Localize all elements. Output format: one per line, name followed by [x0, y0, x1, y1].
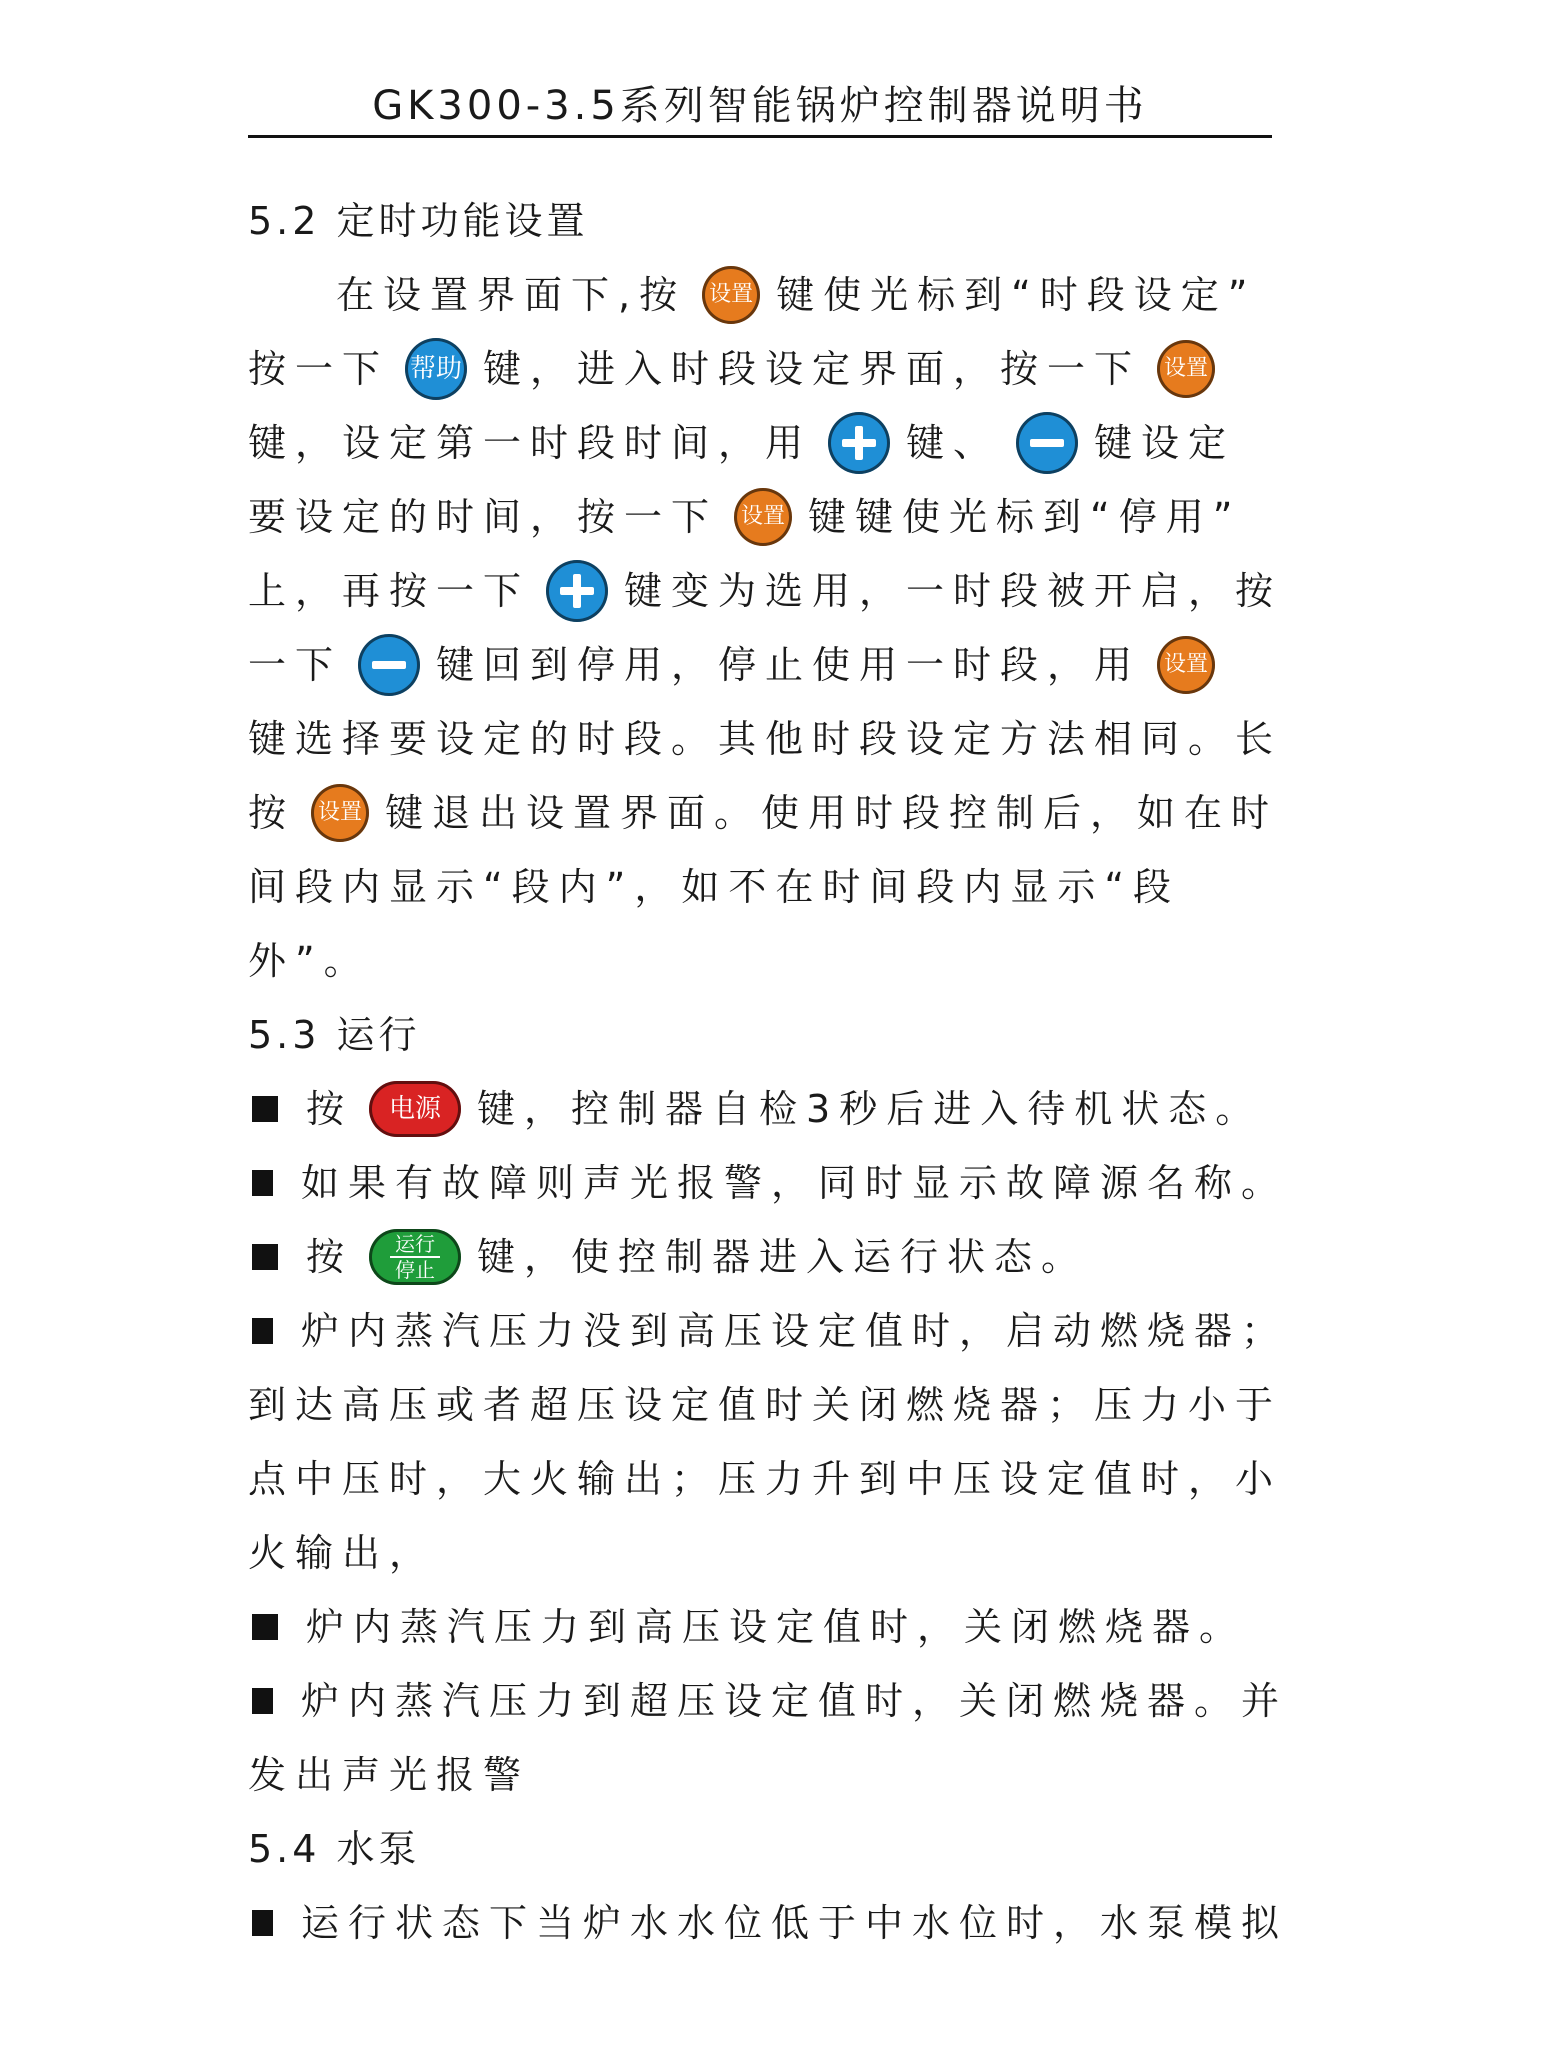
paragraph-line: 按 设置 键退出设置界面。使用时段控制后，如在时	[248, 776, 1288, 850]
manual-title: GK300-3.5系列智能锅炉控制器说明书	[372, 83, 1148, 129]
help-key-icon: 帮助	[405, 338, 467, 400]
paragraph-line: 上，再按一下 键变为选用，一时段被开启，按	[248, 554, 1288, 628]
set-key-icon: 设置	[702, 266, 760, 324]
section-5-3-title: 5.3 运行	[248, 1013, 421, 1057]
manual-body	[248, 184, 1288, 1960]
set-key-icon: 设置	[1157, 636, 1215, 694]
bullet-item: 炉内蒸汽压力到高压设定值时，关闭燃烧器。	[248, 1590, 1288, 1664]
bullet-item: 运行状态下当炉水水位低于中水位时，水泵模拟	[248, 1886, 1288, 1960]
paragraph-line: 火输出，	[248, 1531, 437, 1575]
paragraph-line: 要设定的时间，按一下 设置 键键使光标到“停用”	[248, 480, 1288, 554]
set-key-icon: 设置	[311, 784, 369, 842]
bullet-item: 按 电源 键，控制器自检3秒后进入待机状态。	[248, 1072, 1288, 1146]
square-bullet-icon	[252, 1318, 273, 1344]
plus-key-icon	[828, 412, 890, 474]
bullet-item: 按 运行 停止 键，使控制器进入运行状态。	[248, 1220, 1288, 1294]
paragraph-line: 一下 键回到停用，停止使用一时段，用 设置	[248, 628, 1288, 702]
paragraph-line: 键选择要设定的时段。其他时段设定方法相同。长	[248, 717, 1283, 761]
paragraph-line: 到达高压或者超压设定值时关闭燃烧器；压力小于	[248, 1383, 1283, 1427]
square-bullet-icon	[252, 1170, 273, 1196]
minus-key-icon	[1016, 412, 1078, 474]
run-stop-key-icon: 运行 停止	[369, 1229, 461, 1285]
paragraph-line: 外”。	[248, 939, 371, 983]
set-key-icon: 设置	[734, 488, 792, 546]
paragraph-line: 按一下 帮助 键，进入时段设定界面，按一下 设置	[248, 332, 1288, 406]
paragraph-line: 点中压时，大火输出；压力升到中压设定值时，小	[248, 1457, 1283, 1501]
minus-key-icon	[358, 634, 420, 696]
paragraph-line: 键，设定第一时段时间，用 键、 键设定	[248, 406, 1288, 480]
power-key-icon: 电源	[369, 1081, 461, 1137]
section-5-2-title: 5.2 定时功能设置	[248, 199, 589, 243]
plus-key-icon	[546, 560, 608, 622]
square-bullet-icon	[252, 1688, 273, 1714]
paragraph-line: 发出声光报警	[248, 1753, 531, 1797]
square-bullet-icon	[252, 1910, 273, 1936]
square-bullet-icon	[252, 1096, 278, 1122]
set-key-icon: 设置	[1157, 340, 1215, 398]
square-bullet-icon	[252, 1244, 278, 1270]
section-5-4-title: 5.4 水泵	[248, 1827, 421, 1871]
bullet-item: 如果有故障则声光报警，同时显示故障源名称。	[248, 1146, 1288, 1220]
paragraph-line: 在设置界面下,按 设置 键使光标到“时段设定”	[248, 258, 1288, 332]
page-header	[248, 78, 1272, 138]
bullet-item: 炉内蒸汽压力到超压设定值时，关闭燃烧器。并	[248, 1664, 1288, 1738]
paragraph-line: 间段内显示“段内”，如不在时间段内显示“段	[248, 865, 1181, 909]
square-bullet-icon	[252, 1614, 278, 1640]
bullet-item: 炉内蒸汽压力没到高压设定值时，启动燃烧器；	[248, 1294, 1288, 1368]
